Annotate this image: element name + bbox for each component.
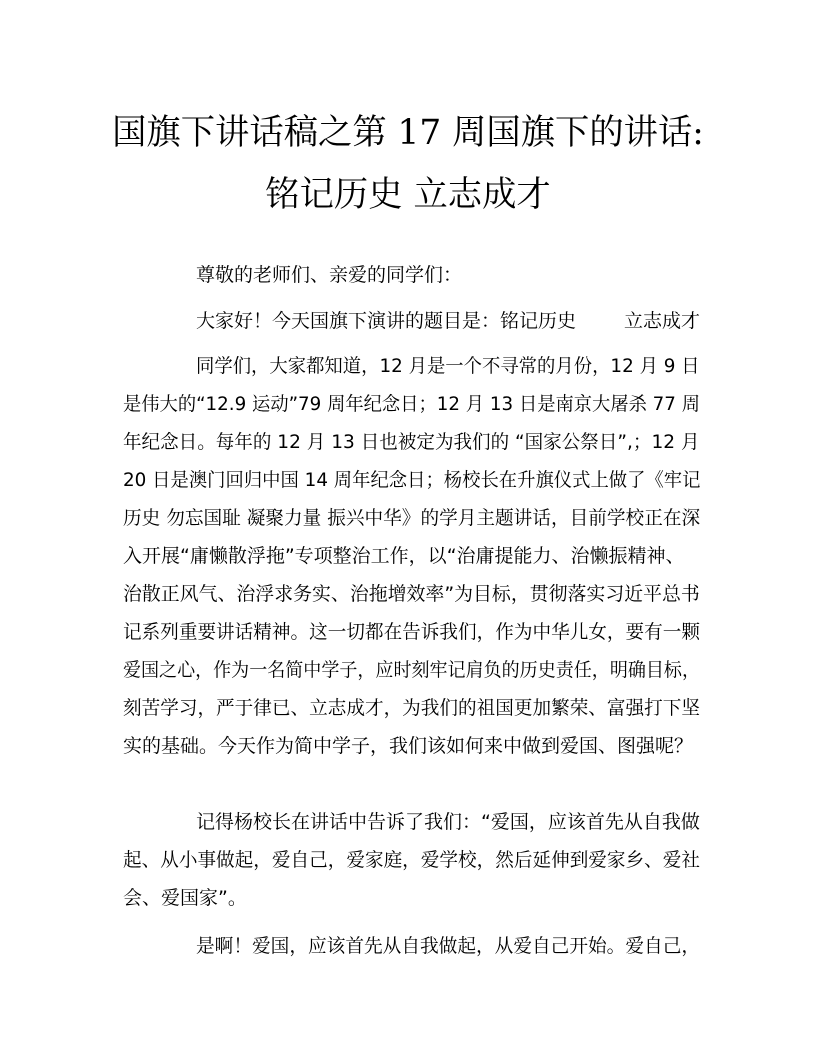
paragraph-1-line: 实的基础。今天作为简中学子，我们该如何来中做到爱国、图强呢？ (123, 735, 694, 757)
paragraph-1-line: 入开展“庸懒散浮拖”专项整治工作，以“治庸提能力、治懒振精神、 (123, 545, 685, 567)
paragraph-3-line: 是啊！爱国，应该首先从自我做起，从爱自己开始。爱自己， (196, 935, 701, 957)
paragraph-1-line: 爱国之心，作为一名简中学子，应时刻牢记肩负的历史责任，明确目标， (123, 659, 701, 681)
paragraph-1-line: 年纪念日。每年的 12 月 13 日也被定为我们的 “国家公祭日”,；12 月 (123, 431, 700, 453)
paragraph-1-line: 治散正风气、治浮求务实、治拖增效率”为目标，贯彻落实习近平总书 (123, 583, 700, 605)
paragraph-2-line: 记得杨校长在讲话中告诉了我们：“爱国，应该首先从自我做 (196, 811, 700, 833)
paragraph-2-line: 会、爱国家”。 (123, 887, 247, 909)
paragraph-1-line: 记系列重要讲话精神。这一切都在告诉我们，作为中华儿女，要有一颗 (123, 621, 700, 643)
paragraph-1-line: 是伟大的“12.9 运动”79 周年纪念日；12 月 13 日是南京大屠杀 77 周 (123, 393, 701, 415)
paragraph-1-line: 20 日是澳门回归中国 14 周年纪念日；杨校长在升旗仪式上做了《牢记 (123, 469, 701, 491)
greeting-text: 大家好！今天国旗下演讲的题目是：铭记历史 (196, 310, 577, 332)
page-title-line-1: 国旗下讲话稿之第 17 周国旗下的讲话: (112, 113, 704, 153)
greeting-line (196, 309, 700, 333)
paragraph-1-line: 同学们，大家都知道，12 月是一个不寻常的月份，12 月 9 日 (196, 355, 700, 377)
page-title-line-2: 铭记历史 立志成才 (265, 175, 551, 215)
paragraph-1-line: 历史 勿忘国耻 凝聚力量 振兴中华》的学月主题讲话，目前学校正在深 (123, 507, 701, 529)
paragraph-1-line: 刻苦学习，严于律已、立志成才，为我们的祖国更加繁荣、富强打下坚 (123, 697, 700, 719)
salutation: 尊敬的老师们、亲爱的同学们： (196, 264, 463, 286)
paragraph-2-line: 起、从小事做起，爱自己，爱家庭，爱学校，然后延伸到爱家乡、爱社 (123, 849, 700, 871)
greeting-topic: 立志成才 (624, 310, 701, 332)
